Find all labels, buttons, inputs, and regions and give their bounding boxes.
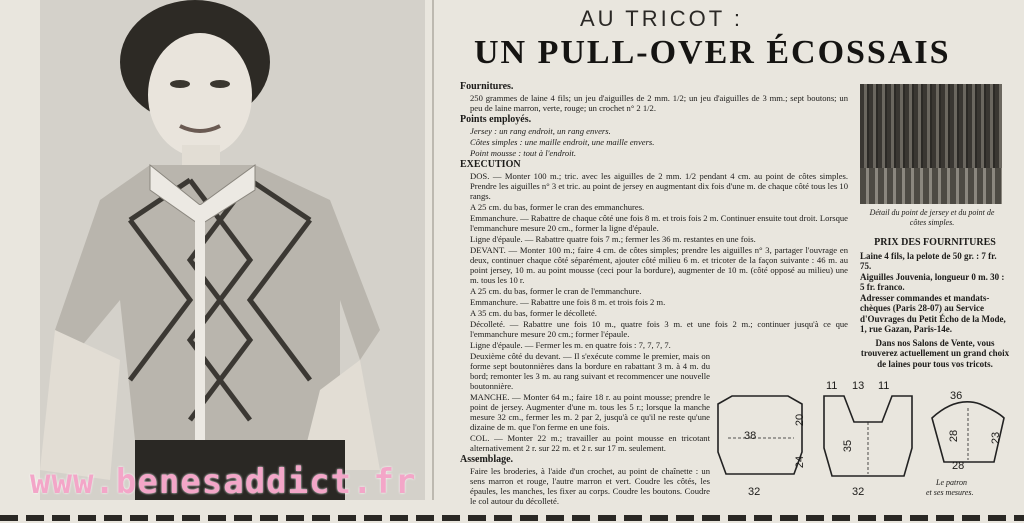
manche-text: MANCHE. — Monter 64 m.; faire 18 r. au point mousse; prendre le point de jersey. Augmenter d'une m. tous les 5 r.; lorsque la manche mesure 32 cm., fermer les m. 2 par 2, jusqu'à ce qu'il ne reste qu'une dizaine de m. que l'on ferme en une fois. bbox=[470, 392, 710, 432]
watermark: www.benesaddict.fr bbox=[30, 462, 417, 502]
points-jersey: Jersey : un rang endroit, un rang envers. bbox=[470, 126, 611, 136]
front-top-b-label: 13 bbox=[852, 380, 865, 392]
decollete-pre-text: A 35 cm. du bas, former le décolleté. bbox=[470, 308, 597, 318]
assemblage-heading: Assemblage. bbox=[460, 454, 514, 465]
prix-line-4: Dans nos Salons de Vente, vous trouverez actuellement un grand choix de laines pour tous vos tricots. bbox=[860, 337, 1010, 369]
front-top-a-label: 11 bbox=[826, 380, 838, 392]
points-mousse: Point mousse : tout à l'endroit. bbox=[470, 148, 577, 158]
prix-title: PRIX DES FOURNITURES bbox=[874, 237, 996, 248]
ligne-epaule-text-2: Ligne d'épaule. — Fermer les m. en quatre fois : 7, 7, 7, 7. bbox=[470, 340, 671, 350]
sleeve-height-label: 28 bbox=[948, 429, 961, 443]
front-top-c-label: 11 bbox=[878, 380, 890, 392]
col-text: COL. — Monter 22 m.; travailler au point mousse en tricotant alternativement 2 r. sur 22 m. et 2 r. sur 17 m. seulement. bbox=[470, 433, 710, 453]
prix-fournitures bbox=[860, 238, 1010, 369]
prix-line-2: Aiguilles Jouvenia, longueur 0 m. 30 : 5 fr. franco. bbox=[860, 271, 1005, 292]
back-bottom-label: 32 bbox=[748, 486, 761, 498]
fournitures-heading: Fournitures. bbox=[460, 81, 514, 92]
model-illustration bbox=[40, 0, 425, 500]
mesures-label: et ses mesures. bbox=[926, 488, 974, 497]
rib-band bbox=[860, 168, 1002, 204]
back-width-label: 38 bbox=[744, 430, 757, 442]
sleeve-top-label: 36 bbox=[950, 390, 963, 402]
emmanchure-text: Emmanchure. — Rabattre de chaque côté une fois 8 m. et trois fois 2 m. Continuer ensuite tout droit. Lorsque l'emmanchure mesure 20 cm., former la ligne d'épaule. bbox=[470, 213, 848, 233]
dos-text: DOS. — Monter 100 m.; tric. avec les aiguilles de 2 mm. 1/2 pendant 4 cm. au point de côtes simples. Prendre les aiguilles n° 3 et tric. au point de jersey en augmentant dix fois d'une m. de chaque côté tous les 10 rangs. bbox=[470, 171, 848, 201]
points-cotes: Côtes simples : une maille endroit, une maille envers. bbox=[470, 137, 655, 147]
swatch-caption: Détail du point de jersey et du point de côtes simples. bbox=[869, 208, 995, 227]
fournitures-text: 250 grammes de laine 4 fils; un jeu d'aiguilles de 2 mm. 1/2; un jeu d'aiguilles de 3 mm.; sept boutons; un peu de laine marron, verte, rouge; un crochet n° 2 1/2. bbox=[470, 93, 848, 113]
knit-swatch-photo bbox=[860, 84, 1002, 204]
bottom-dashed-rule bbox=[0, 515, 1024, 521]
assemblage-text: Faire les broderies, à l'aide d'un crochet, au point de chaînette : un sens marron et rouge, l'autre marron et vert. Coudre les côtés, les épaules, les manches, les fixer au corps. Coudre les boutons. Coudre le col autour du décolleté. bbox=[470, 466, 710, 506]
sleeve-side-label: 23 bbox=[990, 431, 1003, 445]
deuxieme-cote-text: Deuxième côté du devant. — Il s'exécute comme le premier, mais on forme sept boutonnières dans la bordure en rabattant 3 m. à 4 m. du bord; remonter les 3 m. au rang suivant et recommencer une nouvelle boutonnière. bbox=[470, 351, 710, 391]
devant-text: DEVANT. — Monter 100 m.; faire 4 cm. de côtes simples; prendre les aiguilles n° 3, partager l'ouvrage en deux, continuer chaque côté séparément, ajouter côté milieu 6 m. et tricoter de la façon suivante : 46 m. au point jersey, 10 m. au point mousse (ceci pour la bordure), augmenter de 10 m. (côté opposé au milieu) une m. tous les 10 r. bbox=[470, 245, 848, 285]
model-photo bbox=[40, 0, 425, 500]
column-rule bbox=[432, 0, 434, 500]
article-kicker: AU TRICOT : bbox=[580, 6, 743, 31]
points-heading: Points employés. bbox=[460, 114, 532, 125]
emmanchure-text-2: Emmanchure. — Rabattre une fois 8 m. et trois fois 2 m. bbox=[470, 297, 666, 307]
front-height-label: 35 bbox=[842, 439, 855, 453]
dos-text-2: A 25 cm. du bas, former le cran des emmanchures. bbox=[470, 202, 645, 212]
prix-line-3: Adresser commandes et mandats-chèques (Paris 28-07) au Service d'Ouvrages du Petit Écho de la Mode, 1, rue Gazan, Paris-14e. bbox=[860, 292, 1006, 334]
article-title: UN PULL-OVER ÉCOSSAIS bbox=[474, 34, 951, 71]
execution-heading: EXECUTION bbox=[460, 159, 521, 170]
back-height-label: 20 bbox=[794, 413, 807, 427]
devant-text-2: A 25 cm. du bas, former le cran de l'emmanchure. bbox=[470, 286, 642, 296]
prix-line-1: Laine 4 fils, la pelote de 50 gr. : 7 fr. 75. bbox=[860, 250, 997, 271]
ligne-epaule-text: Ligne d'épaule. — Rabattre quatre fois 7 m.; fermer les 36 m. restantes en une fois. bbox=[470, 234, 756, 244]
patron-label: Le patron bbox=[936, 478, 968, 487]
front-bottom-label: 32 bbox=[852, 486, 865, 498]
front-side-label: 24 bbox=[794, 455, 807, 469]
decollete-text: Décolleté. — Rabattre une fois 10 m., quatre fois 3 m. et une fois 2 m.; continuer jusqu'à ce que l'emmanchure mesure 20 cm.; former l'épaule. bbox=[470, 319, 848, 339]
sleeve-bottom-label: 28 bbox=[952, 460, 965, 472]
